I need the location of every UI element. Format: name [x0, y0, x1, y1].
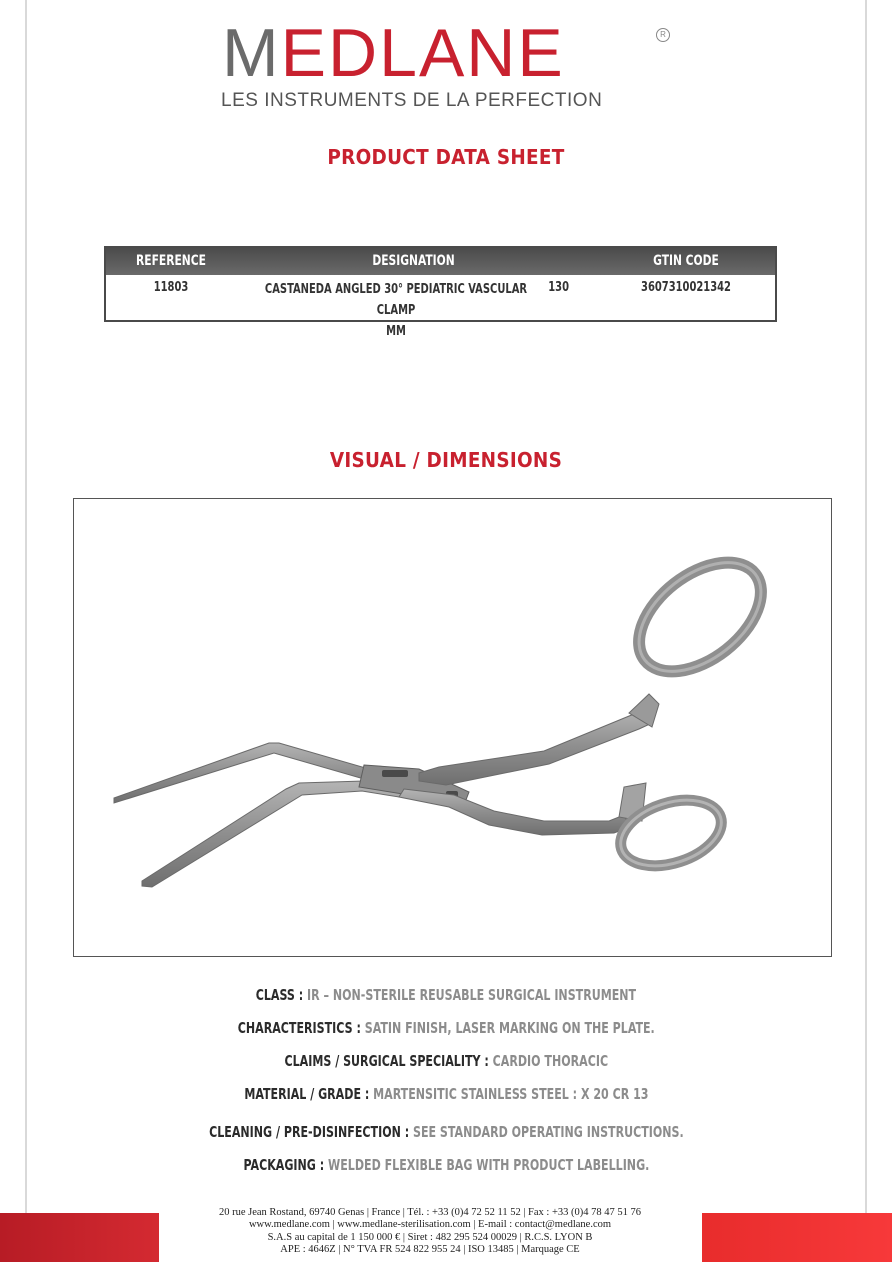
cell-designation-line1: CASTANEDA ANGLED 30° PEDIATRIC VASCULAR CLAMP	[264, 282, 528, 318]
cell-designation	[252, 279, 541, 342]
spec-packaging	[0, 1156, 892, 1174]
medlane-logo	[210, 15, 680, 118]
header-reference: REFERENCE	[136, 253, 206, 269]
spec-packaging-value: WELDED FLEXIBLE BAG WITH PRODUCT LABELLING.	[327, 1156, 649, 1174]
footer-company-info	[160, 1207, 700, 1256]
table-row	[106, 275, 775, 339]
spec-cleaning-label: CLEANING / PRE-DISINFECTION :	[208, 1123, 413, 1141]
registered-trademark-icon: R	[656, 28, 670, 42]
footer-legal-info: S.A.S au capital de 1 150 000 € | Siret : 482 295 524 00029 | R.C.S. LYON B	[267, 1231, 593, 1243]
header-designation: DESIGNATION	[372, 253, 455, 269]
footer-web-contact: www.medlane.com | www.medlane-sterilisation.com | E-mail : contact@medlane.com	[248, 1219, 612, 1231]
spec-claims-label: CLAIMS / SURGICAL SPECIALITY :	[284, 1052, 493, 1070]
spec-class-value: IR – NON-STERILE REUSABLE SURGICAL INSTRUMENT	[307, 986, 637, 1004]
footer-address: 20 rue Jean Rostand, 69740 Genas | France | Tél. : +33 (0)4 72 52 11 52 | Fax : +33 (0)4 78 47 51 76	[218, 1207, 642, 1218]
footer-certifications: APE : 4646Z | N° TVA FR 524 822 955 24 | ISO 13485 | Marquage CE	[280, 1243, 580, 1255]
product-image-frame	[73, 498, 832, 957]
spec-material	[0, 1085, 892, 1103]
spec-class-label: CLASS :	[255, 986, 308, 1004]
vascular-clamp-image	[74, 499, 833, 958]
table-header-row	[106, 248, 775, 275]
spec-cleaning-value: SEE STANDARD OPERATING INSTRUCTIONS.	[412, 1123, 684, 1141]
cell-size: 130	[548, 280, 570, 295]
cell-designation-line2: MM	[386, 324, 406, 339]
spec-claims-value: CARDIO THORACIC	[492, 1052, 608, 1070]
cell-gtin-code: 3607310021342	[641, 280, 731, 295]
logo-wordmark-m: M	[222, 15, 281, 91]
spec-claims	[0, 1052, 892, 1070]
spec-class	[0, 986, 892, 1004]
spec-characteristics-label: CHARACTERISTICS :	[237, 1019, 365, 1037]
logo-wordmark-rest: EDLANE	[280, 15, 565, 91]
spec-characteristics-value: SATIN FINISH, LASER MARKING ON THE PLATE.	[364, 1019, 655, 1037]
page-border-left	[25, 0, 27, 1262]
cell-reference: 11803	[153, 280, 189, 295]
product-data-sheet-title: PRODUCT DATA SHEET	[327, 145, 565, 169]
spec-cleaning	[0, 1123, 892, 1141]
product-table	[104, 246, 777, 339]
page-border-right	[865, 0, 867, 1262]
spec-material-label: MATERIAL / GRADE :	[243, 1085, 373, 1103]
logo-tagline: LES INSTRUMENTS DE LA PERFECTION	[221, 90, 603, 111]
logo-wordmark	[222, 15, 565, 91]
spec-material-value: MARTENSITIC STAINLESS STEEL : X 20 CR 13	[372, 1085, 649, 1103]
spec-characteristics	[0, 1019, 892, 1037]
footer-red-bar-right	[702, 1213, 892, 1262]
visual-dimensions-title: VISUAL / DIMENSIONS	[329, 448, 563, 472]
spec-packaging-label: PACKAGING :	[243, 1156, 328, 1174]
header-gtin-code: GTIN CODE	[653, 253, 719, 269]
footer-red-bar-left	[0, 1213, 159, 1262]
